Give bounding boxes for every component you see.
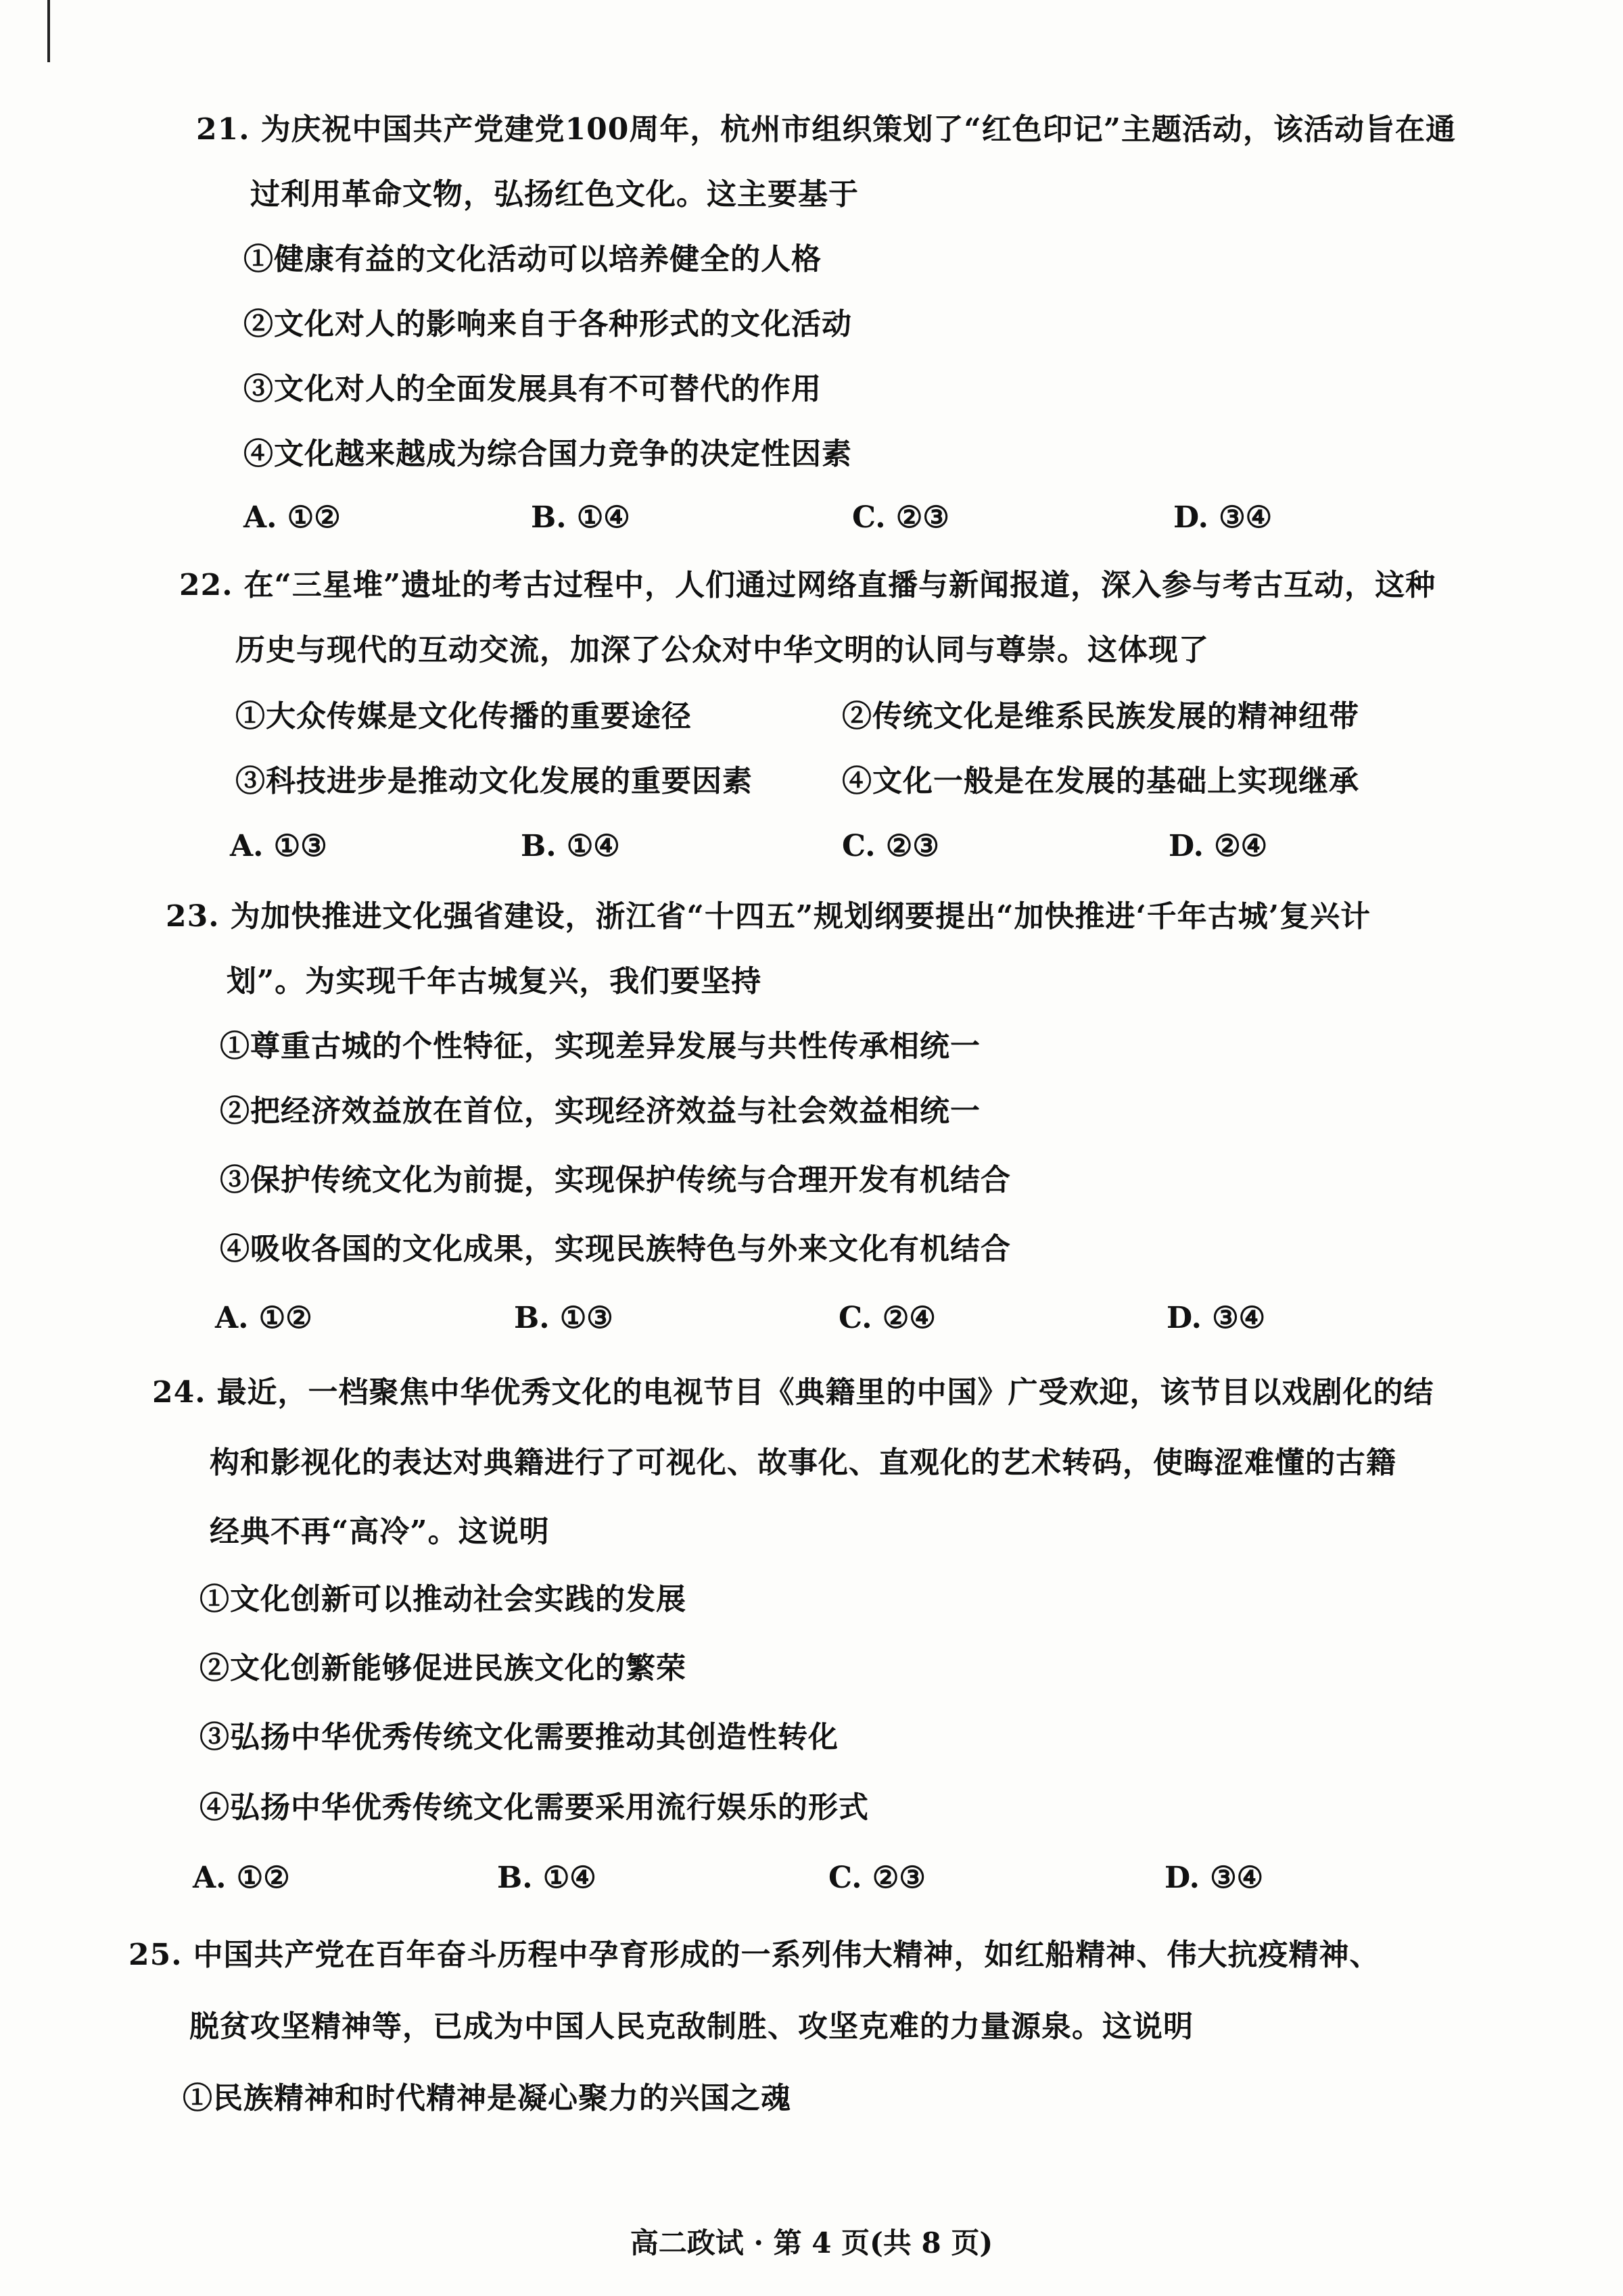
question-24-statement-2: ②文化创新能够促进民族文化的繁荣 <box>199 1651 686 1685</box>
question-23-choice-a: A. ①② <box>215 1301 312 1335</box>
question-24-choice-d: D. ③④ <box>1165 1861 1264 1895</box>
question-25-stem-line-2: 脱贫攻坚精神等，已成为中国人民克敌制胜、攻坚克难的力量源泉。这说明 <box>189 2009 1194 2044</box>
question-22-choice-c: C. ②③ <box>842 829 939 863</box>
question-25-stem-line-1: 25. 中国共产党在百年奋斗历程中孕育形成的一系列伟大精神，如红船精神、伟大抗疫精神、 <box>128 1935 1380 1976</box>
question-21-choice-a: A. ①② <box>243 500 341 535</box>
question-22-choice-b: B. ①④ <box>521 829 620 863</box>
question-22-statement-3: ③科技进步是推动文化发展的重要因素 <box>235 764 753 798</box>
question-24-stem-line-1: 24. 最近，一档聚焦中华优秀文化的电视节目《典籍里的中国》广受欢迎，该节目以戏剧化的结 <box>152 1372 1434 1413</box>
question-21-choice-d: D. ③④ <box>1173 500 1273 535</box>
question-number: 24. <box>152 1375 206 1410</box>
question-21-stem-line-2: 过利用革命文物，弘扬红色文化。这主要基于 <box>250 177 859 212</box>
question-24-statement-3: ③弘扬中华优秀传统文化需要推动其创造性转化 <box>199 1720 839 1754</box>
question-24-statement-1: ①文化创新可以推动社会实践的发展 <box>199 1582 686 1617</box>
question-23-statement-2: ②把经济效益放在首位，实现经济效益与社会效益相统一 <box>220 1094 981 1128</box>
question-25-statement-1: ①民族精神和时代精神是凝心聚力的兴国之魂 <box>183 2081 791 2115</box>
question-24-choice-b: B. ①④ <box>497 1861 596 1895</box>
question-24-choice-c: C. ②③ <box>828 1861 926 1895</box>
question-23-choice-b: B. ①③ <box>514 1301 613 1335</box>
question-23-statement-1: ①尊重古城的个性特征，实现差异发展与共性传承相统一 <box>220 1029 981 1063</box>
question-number: 25. <box>128 1938 183 1972</box>
question-22-statement-2: ②传统文化是维系民族发展的精神纽带 <box>842 699 1359 734</box>
question-21-statement-2: ②文化对人的影响来自于各种形式的文化活动 <box>243 307 852 341</box>
question-23-stem-line-1: 23. 为加快推进文化强省建设，浙江省“十四五”规划纲要提出“加快推进‘千年古城’复兴计 <box>166 896 1371 937</box>
question-23-statement-3: ③保护传统文化为前提，实现保护传统与合理开发有机结合 <box>220 1163 1011 1197</box>
question-21-statement-1: ①健康有益的文化活动可以培养健全的人格 <box>243 242 822 277</box>
question-22-choice-d: D. ②④ <box>1169 829 1268 863</box>
question-number: 22. <box>179 568 233 602</box>
question-21-choice-c: C. ②③ <box>852 500 949 535</box>
question-number: 23. <box>166 899 220 934</box>
question-23-choice-c: C. ②④ <box>839 1301 936 1335</box>
scan-edge-mark <box>47 0 50 62</box>
question-21-statement-4: ④文化越来越成为综合国力竞争的决定性因素 <box>243 437 852 471</box>
question-23-statement-4: ④吸收各国的文化成果，实现民族特色与外来文化有机结合 <box>220 1232 1011 1266</box>
question-22-statement-1: ①大众传媒是文化传播的重要途径 <box>235 699 692 734</box>
question-22-choice-a: A. ①③ <box>230 829 327 863</box>
question-21-choice-b: B. ①④ <box>531 500 630 535</box>
question-22-stem-line-1: 22. 在“三星堆”遗址的考古过程中，人们通过网络直播与新闻报道，深入参与考古互动，这种 <box>179 565 1436 606</box>
question-23-stem-line-2: 划”。为实现千年古城复兴，我们要坚持 <box>227 964 762 999</box>
question-21-stem-line-1: 21. 为庆祝中国共产党建党100周年，杭州市组织策划了“红色印记”主题活动，该活动旨在通 <box>196 110 1456 150</box>
question-24-choice-a: A. ①② <box>193 1861 290 1895</box>
question-21-statement-3: ③文化对人的全面发展具有不可替代的作用 <box>243 372 822 406</box>
question-24-stem-line-2: 构和影视化的表达对典籍进行了可视化、故事化、直观化的艺术转码，使晦涩难懂的古籍 <box>210 1445 1396 1480</box>
page-footer: 高二政试 · 第 4 页(共 8 页) <box>630 2226 993 2259</box>
question-number: 21. <box>196 112 250 147</box>
question-24-stem-line-3: 经典不再“高冷”。这说明 <box>210 1514 550 1549</box>
question-24-statement-4: ④弘扬中华优秀传统文化需要采用流行娱乐的形式 <box>199 1790 869 1825</box>
question-22-statement-4: ④文化一般是在发展的基础上实现继承 <box>842 764 1359 798</box>
question-22-stem-line-2: 历史与现代的互动交流，加深了公众对中华文明的认同与尊崇。这体现了 <box>235 633 1209 667</box>
question-23-choice-d: D. ③④ <box>1167 1301 1266 1335</box>
